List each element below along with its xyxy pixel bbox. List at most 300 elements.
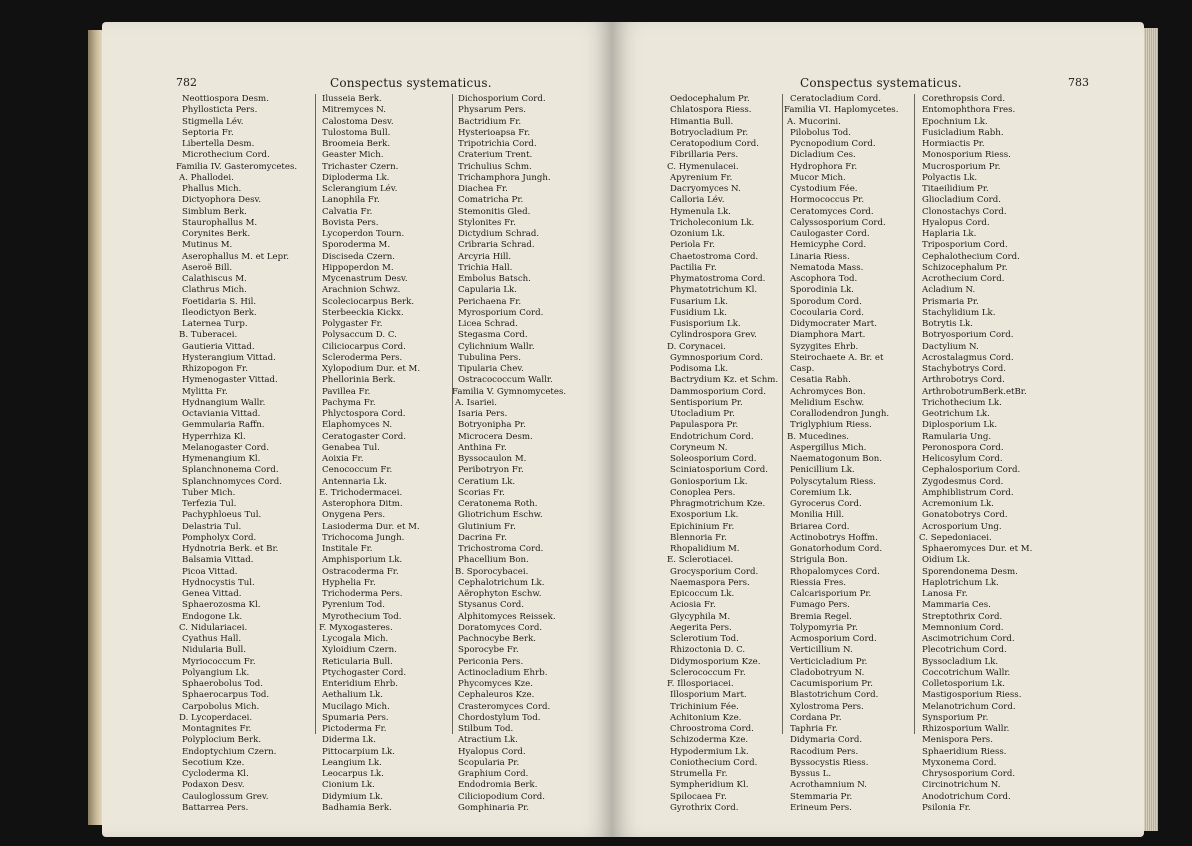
genus-entry: Sporodum Cord.	[790, 296, 862, 307]
genus-entry: Diderma Lk.	[322, 735, 376, 746]
genus-entry: Blennoria Fr.	[670, 532, 727, 543]
genus-entry: Glycyphila M.	[670, 611, 731, 622]
genus-entry: Trichulius Schm.	[458, 161, 532, 172]
genus-entry: Achromyces Bon.	[790, 386, 866, 397]
genus-entry: Mastigosporium Riess.	[922, 690, 1022, 701]
genus-entry: Coryneum N.	[670, 442, 728, 453]
genus-entry: Sphaerobolus Tod.	[182, 679, 263, 689]
genus-entry: Ascophora Tod.	[790, 274, 858, 284]
genus-entry: Triposporium Cord.	[922, 240, 1008, 251]
genus-entry: Pachnocybe Berk.	[458, 634, 537, 644]
genus-entry: Aoixia Fr.	[322, 454, 364, 464]
genus-entry: Diplosporium Lk.	[922, 420, 998, 431]
genus-entry: Badhamia Berk.	[322, 802, 392, 813]
genus-entry: Clonostachys Cord.	[922, 206, 1007, 217]
genus-entry: Lanophila Fr.	[322, 195, 380, 206]
genus-entry: Byssocaulon M.	[458, 454, 527, 464]
genus-entry: Schizocephalum Pr.	[922, 262, 1008, 273]
genus-entry: Diamphora Mart.	[790, 330, 866, 341]
genus-entry: Strigula Bon.	[790, 555, 848, 566]
genus-entry: Polyscytalum Riess.	[790, 476, 876, 487]
genus-entry: Melidium Eschw.	[790, 397, 865, 408]
genus-entry: Capularia Lk.	[458, 285, 517, 296]
genus-entry: Sclerangium Lév.	[322, 184, 398, 194]
genus-entry: Chlatospora Riess.	[670, 105, 752, 116]
genus-entry: Nidularia Bull.	[182, 645, 246, 656]
genus-entry: Gyrocerus Cord.	[790, 499, 862, 509]
genus-entry: Fusisporium Lk.	[670, 319, 741, 329]
genus-entry: Hormococcus Pr.	[790, 195, 865, 206]
genus-entry: Bremia Regel.	[790, 611, 852, 622]
genus-entry: Ceratopodium Cord.	[670, 139, 759, 149]
genus-entry: Ptychogaster Cord.	[322, 667, 407, 678]
genus-entry: ArthrobotrumBerk.etBr.	[922, 386, 1027, 397]
genus-entry: Splanchnonema Cord.	[182, 465, 279, 476]
genus-entry: Ozonium Lk.	[670, 229, 726, 239]
genus-entry: Sciniatosporium Cord.	[670, 465, 768, 476]
genus-entry: Gonatobotrys Cord.	[922, 510, 1008, 521]
genus-entry: Phacellium Bon.	[458, 555, 529, 566]
column-rule	[315, 94, 316, 734]
section-heading: F. Illosporiacei.	[667, 679, 734, 689]
genus-entry: Dactylium N.	[922, 341, 979, 352]
genus-entry: Phragmotrichum Kze.	[670, 499, 766, 509]
genus-entry: Trichostroma Cord.	[458, 544, 544, 554]
genus-entry: Pycnopodium Cord.	[790, 139, 876, 149]
genus-entry: Stemonitis Gled.	[458, 206, 531, 217]
genus-entry: Botryonipha Pr.	[458, 420, 526, 431]
genus-entry: Sphaerozosma Kl.	[182, 600, 261, 611]
genus-entry: Ceratogaster Cord.	[322, 431, 407, 442]
genus-entry: Hydnotria Berk. et Br.	[182, 544, 279, 554]
genus-entry: Gyrothrix Cord.	[670, 802, 739, 813]
genus-entry: Dictyophora Desv.	[182, 195, 262, 206]
genus-entry: Dicladium Ces.	[790, 150, 856, 161]
genus-entry: Naematogonum Bon.	[790, 454, 883, 464]
genus-entry: Embolus Batsch.	[458, 274, 531, 284]
genus-entry: Polyangium Lk.	[182, 667, 250, 678]
genus-entry: Goniosporium Lk.	[670, 476, 748, 487]
genus-entry: Pactilia Fr.	[670, 262, 717, 273]
genus-entry: Plecotrichum Cord.	[922, 645, 1007, 656]
genus-entry: Utocladium Pr.	[670, 409, 735, 419]
genus-entry: Dammosporium Cord.	[670, 386, 766, 397]
genus-entry: Delastria Tul.	[182, 521, 242, 532]
open-book	[88, 22, 1158, 837]
genus-entry: Perichaena Fr.	[458, 296, 522, 307]
genus-entry: Asterophora Ditm.	[322, 499, 403, 509]
genus-entry: Trichia Hall.	[458, 262, 513, 273]
genus-entry: Stysanus Cord.	[458, 600, 525, 611]
genus-entry: Mitremyces N.	[322, 105, 386, 116]
genus-entry: Didymosporium Kze.	[670, 656, 761, 667]
genus-entry: Scorias Fr.	[458, 487, 505, 498]
genus-entry: Cephalotrichum Lk.	[458, 577, 545, 588]
left-page	[102, 22, 612, 837]
genus-entry: Sterbeeckia Kickx.	[322, 307, 404, 318]
genus-entry: Penicillium Lk.	[790, 465, 855, 476]
text-column	[452, 94, 567, 814]
genus-entry: Myrosporium Cord.	[458, 307, 544, 318]
column-rule	[914, 94, 915, 734]
genus-entry: Stemmaria Pr.	[790, 791, 853, 802]
genus-entry: Endoptychium Czern.	[182, 746, 277, 757]
genus-entry: Carpobolus Mich.	[182, 701, 260, 712]
running-head: Conspectus systematicus.	[800, 76, 962, 90]
genus-entry: Bovista Pers.	[322, 217, 379, 228]
genus-entry: Mutinus M.	[182, 240, 233, 251]
genus-entry: Cocoularia Cord.	[790, 307, 864, 318]
genus-entry: Exosporium Lk.	[670, 510, 739, 521]
genus-entry: Gliocladium Cord.	[922, 195, 1001, 206]
section-heading: A. Isariei.	[455, 397, 498, 408]
section-heading: F. Myxogasteres.	[319, 622, 393, 633]
genus-entry: Tuber Mich.	[182, 487, 236, 498]
genus-entry: Isaria Pers.	[458, 409, 508, 419]
genus-entry: Splanchnomyces Cord.	[182, 476, 282, 487]
genus-entry: Anthina Fr.	[458, 442, 507, 453]
genus-entry: Byssocystis Riess.	[790, 757, 869, 768]
genus-entry: Nematoda Mass.	[790, 262, 864, 273]
genus-entry: Tulostoma Bull.	[322, 127, 391, 138]
genus-entry: Cyathus Hall.	[182, 634, 242, 644]
genus-entry: Sporocybe Fr.	[458, 645, 519, 656]
genus-entry: Tipularia Chev.	[458, 364, 524, 374]
text-column	[784, 94, 899, 814]
genus-entry: Craterium Trent.	[458, 150, 533, 161]
genus-entry: Tubulina Pers.	[458, 352, 521, 363]
genus-entry: Ostracococcum Wallr.	[458, 375, 553, 386]
genus-entry: Chrysosporium Cord.	[922, 769, 1016, 779]
genus-entry: Pilobolus Tod.	[790, 127, 852, 138]
genus-entry: Physarum Pers.	[458, 105, 526, 116]
genus-entry: Fusarium Lk.	[670, 296, 728, 307]
genus-entry: Mammaria Ces.	[922, 600, 991, 611]
genus-entry: Hyphelia Fr.	[322, 577, 376, 588]
genus-entry: Cenococcum Fr.	[322, 465, 393, 476]
genus-entry: Podaxon Desv.	[182, 780, 245, 791]
genus-entry: Scleroderma Pers.	[322, 352, 403, 363]
genus-entry: Stachylidium Lk.	[922, 307, 996, 318]
genus-entry: Triglyphium Riess.	[790, 420, 872, 431]
genus-entry: Entomophthora Fres.	[922, 105, 1016, 116]
genus-entry: Enteridium Ehrb.	[322, 679, 399, 689]
genus-entry: Rhizosporium Wallr.	[922, 724, 1010, 734]
genus-entry: Diachea Fr.	[458, 184, 508, 194]
genus-entry: Gliotrichum Eschw.	[458, 510, 543, 521]
genus-entry: Phycomyces Kze.	[458, 679, 533, 689]
book-spine	[88, 30, 102, 825]
page-number: 783	[1068, 76, 1089, 89]
genus-entry: Genea Vittad.	[182, 589, 242, 599]
genus-entry: Casp.	[790, 364, 815, 374]
genus-entry: Coccotrichum Wallr.	[922, 667, 1011, 678]
genus-entry: Synsporium Pr.	[922, 712, 989, 723]
genus-entry: Sporendonema Desm.	[922, 566, 1018, 577]
genus-entry: Mycenastrum Desv.	[322, 274, 408, 284]
genus-entry: Ascimotrichum Cord.	[922, 634, 1015, 644]
genus-entry: Cycloderma Kl.	[182, 769, 249, 779]
genus-entry: Alphitomyces Reissek.	[458, 611, 556, 622]
genus-entry: Actinocladium Ehrb.	[458, 667, 548, 678]
genus-entry: Rhopalidium M.	[670, 544, 740, 554]
genus-entry: Montagnites Fr.	[182, 724, 252, 734]
genus-entry: Circinotrichum N.	[922, 780, 1001, 791]
genus-entry: Disciseda Czern.	[322, 251, 396, 262]
genus-entry: Grocysporium Cord.	[670, 566, 759, 577]
genus-entry: Stegasma Cord.	[458, 330, 528, 341]
genus-entry: Scoleciocarpus Berk.	[322, 296, 415, 307]
genus-entry: Tolypomyria Pr.	[790, 622, 858, 633]
genus-entry: Endodromia Berk.	[458, 780, 538, 791]
genus-entry: Monilia Hill.	[790, 510, 845, 521]
genus-entry: Soleosporium Cord.	[670, 454, 757, 464]
genus-entry: Helicosylum Cord.	[922, 454, 1003, 464]
genus-entry: Fusicladium Rabh.	[922, 127, 1004, 138]
section-heading: D. Corynacei.	[667, 341, 726, 352]
genus-entry: Acrothecium Cord.	[922, 274, 1005, 284]
genus-entry: Acrosporium Ung.	[922, 521, 1002, 532]
genus-entry: Cephalosporium Cord.	[922, 465, 1021, 476]
genus-entry: Gomphinaria Pr.	[458, 802, 530, 813]
genus-entry: Anodotrichum Cord.	[922, 791, 1011, 802]
genus-entry: Streptothrix Cord.	[922, 611, 1003, 622]
genus-entry: Erineum Pers.	[790, 802, 852, 813]
genus-entry: Diploderma Lk.	[322, 172, 390, 183]
genus-entry: Xyloidium Czern.	[322, 645, 397, 656]
genus-entry: Geotrichum Lk.	[922, 409, 990, 419]
genus-entry: Monosporium Riess.	[922, 150, 1011, 161]
genus-entry: Sphaeridium Riess.	[922, 746, 1007, 757]
genus-entry: Cesatia Rabh.	[790, 375, 851, 386]
genus-entry: Hymenogaster Vittad.	[182, 375, 278, 386]
section-heading: E. Trichodermacei.	[319, 487, 403, 498]
genus-entry: Gymnosporium Cord.	[670, 352, 764, 363]
section-heading: B. Mucedines.	[787, 431, 850, 442]
genus-entry: Onygena Pers.	[322, 510, 386, 521]
genus-entry: Terfezia Tul.	[182, 499, 237, 509]
genus-entry: Pachyphloeus Tul.	[182, 510, 262, 521]
genus-entry: Foetidaria S. Hil.	[182, 296, 257, 307]
genus-entry: Phallus Mich.	[182, 184, 242, 194]
genus-entry: Endogone Lk.	[182, 611, 243, 622]
genus-entry: Botrytis Lk.	[922, 319, 973, 329]
genus-entry: Prismaria Pr.	[922, 296, 979, 307]
genus-entry: Cystodium Fée.	[790, 184, 858, 194]
genus-entry: Sympheridium Kl.	[670, 780, 749, 791]
genus-entry: Antennaria Lk.	[322, 476, 387, 487]
genus-entry: Cauloglossum Grev.	[182, 791, 269, 802]
genus-entry: Ciliciocarpus Cord.	[322, 341, 406, 352]
genus-entry: Riessia Fres.	[790, 577, 847, 588]
genus-entry: Chaetostroma Cord.	[670, 251, 759, 262]
genus-entry: Sphaerocarpus Tod.	[182, 690, 270, 701]
genus-entry: Stilbum Tod.	[458, 724, 514, 734]
genus-entry: Endotrichum Cord.	[670, 431, 754, 442]
genus-entry: Byssocladium Lk.	[922, 656, 999, 667]
genus-entry: Periola Fr.	[670, 240, 715, 251]
genus-entry: Laternea Turp.	[182, 319, 248, 329]
genus-entry: Calyssosporium Cord.	[790, 217, 886, 228]
genus-entry: Achitonium Kze.	[670, 712, 742, 723]
genus-entry: Colletosporium Lk.	[922, 679, 1005, 689]
genus-entry: Amphisporium Lk.	[322, 555, 403, 566]
genus-entry: Ilusseia Berk.	[322, 94, 382, 104]
genus-entry: Clathrus Mich.	[182, 285, 247, 296]
genus-entry: Fibrillaria Pers.	[670, 150, 739, 161]
genus-entry: Licea Schrad.	[458, 319, 518, 329]
genus-entry: Corethropsis Cord.	[922, 94, 1006, 104]
genus-entry: Comatricha Pr.	[458, 195, 524, 206]
genus-entry: Peronospora Cord.	[922, 442, 1004, 453]
genus-entry: Polyplocium Berk.	[182, 735, 262, 746]
genus-entry: Verticicladium Pr.	[790, 656, 868, 667]
column-rule	[782, 94, 783, 734]
genus-entry: Aethalium Lk.	[322, 690, 383, 701]
page-edges	[1144, 28, 1158, 831]
genus-entry: Octaviania Vittad.	[182, 409, 261, 419]
genus-entry: Oidium Lk.	[922, 555, 971, 566]
genus-entry: Hydrophora Fr.	[790, 161, 858, 172]
genus-entry: Menispora Pers.	[922, 735, 993, 746]
genus-entry: Neottiospora Desm.	[182, 94, 269, 104]
genus-entry: Chroostroma Cord.	[670, 724, 754, 734]
genus-entry: Actinobotrys Hoffm.	[790, 532, 878, 543]
genus-entry: Pavillea Fr.	[322, 386, 371, 397]
section-heading: B. Sporocybacei.	[455, 566, 529, 577]
genus-entry: Sclerococcum Fr.	[670, 667, 746, 678]
genus-entry: Chordostylum Tod.	[458, 712, 541, 723]
genus-entry: Lycogala Mich.	[322, 634, 389, 644]
genus-entry: Arachnion Schwz.	[322, 285, 401, 296]
genus-entry: Trichamphora Jungh.	[458, 172, 551, 183]
genus-entry: Scopularia Pr.	[458, 757, 520, 768]
genus-entry: Cacumisporium Pr.	[790, 679, 873, 689]
genus-entry: Pictoderma Fr.	[322, 724, 387, 734]
genus-entry: Elaphomyces N.	[322, 420, 393, 431]
genus-entry: Dacryomyces N.	[670, 184, 741, 194]
genus-entry: Lanosa Fr.	[922, 589, 968, 599]
genus-entry: Cylindrospora Grev.	[670, 330, 757, 341]
genus-entry: Memnonium Cord.	[922, 622, 1004, 633]
genus-entry: Phellorinia Berk.	[322, 375, 396, 386]
section-heading: E. Sclerotiacei.	[667, 555, 734, 566]
genus-entry: Genabea Tul.	[322, 442, 380, 453]
genus-entry: Epichinium Fr.	[670, 521, 735, 532]
genus-entry: Oedocephalum Pr.	[670, 94, 750, 104]
genus-entry: Leangium Lk.	[322, 757, 382, 768]
genus-entry: Dictydium Schrad.	[458, 229, 540, 239]
genus-entry: Haplaria Lk.	[922, 229, 977, 239]
genus-entry: Trichothecium Lk.	[922, 397, 1002, 408]
genus-entry: Hyalopus Cord.	[458, 746, 526, 757]
genus-entry: Hydnangium Wallr.	[182, 397, 266, 408]
section-heading: C. Nidulariacei.	[179, 622, 248, 633]
genus-entry: Hyperrhiza Kl.	[182, 431, 246, 442]
genus-entry: Schizoderma Kze.	[670, 735, 749, 746]
genus-entry: Hymenangium Kl.	[182, 454, 261, 464]
genus-entry: Bactridium Fr.	[458, 116, 522, 127]
genus-entry: Titaeilidium Pr.	[922, 184, 989, 194]
genus-entry: Reticularia Bull.	[322, 656, 393, 667]
genus-entry: Atractium Lk.	[458, 735, 518, 746]
running-head: Conspectus systematicus.	[330, 76, 492, 90]
genus-entry: Illosporium Mart.	[670, 690, 747, 701]
genus-entry: Rhopalomyces Cord.	[790, 566, 880, 577]
genus-entry: Fumago Pers.	[790, 600, 850, 611]
section-heading: A. Mucorini.	[787, 116, 841, 127]
genus-entry: Sphaeromyces Dur. et M.	[922, 544, 1033, 554]
genus-entry: Melanogaster Cord.	[182, 442, 269, 453]
genus-entry: Briarea Cord.	[790, 521, 850, 532]
genus-entry: Aegerita Pers.	[670, 622, 732, 633]
genus-entry: Cordana Pr.	[790, 712, 842, 723]
genus-entry: Pompholyx Cord.	[182, 532, 257, 543]
genus-entry: Sporoderma M.	[322, 240, 391, 251]
genus-entry: Corallodendron Jungh.	[790, 409, 890, 419]
genus-entry: Glutinium Fr.	[458, 521, 516, 532]
genus-entry: Conoplea Pers.	[670, 487, 736, 498]
genus-entry: Stachybotrys Cord.	[922, 364, 1006, 374]
genus-entry: Aërophyton Eschw.	[458, 589, 542, 599]
genus-entry: Bactrydium Kz. et Schm.	[670, 375, 779, 386]
genus-entry: Apyrenium Fr.	[670, 172, 733, 183]
genus-entry: Gemmularia Raffn.	[182, 420, 265, 431]
genus-entry: Trichocoma Jungh.	[322, 532, 405, 543]
genus-entry: Racodium Pers.	[790, 746, 859, 757]
genus-entry: Battarrea Pers.	[182, 802, 249, 813]
genus-entry: Epicoccum Lk.	[670, 589, 735, 599]
genus-entry: Hypodermium Lk.	[670, 746, 749, 757]
genus-entry: Acremonium Lk.	[922, 499, 994, 509]
text-column	[176, 94, 298, 814]
genus-entry: Phlyctospora Cord.	[322, 409, 406, 419]
genus-entry: Institale Fr.	[322, 544, 373, 554]
genus-entry: Didymaria Cord.	[790, 735, 863, 746]
genus-entry: Calathiscus M.	[182, 274, 247, 284]
genus-entry: Gautieria Vittad.	[182, 341, 255, 352]
genus-entry: Mucilago Mich.	[322, 701, 390, 712]
genus-entry: Stigmella Lév.	[182, 116, 244, 127]
genus-entry: Calloria Lév.	[670, 195, 725, 206]
genus-entry: Leocarpus Lk.	[322, 769, 384, 779]
genus-entry: Hysterioapsa Fr.	[458, 127, 531, 138]
family-heading: Familia VI. Haplomycetes.	[784, 105, 899, 116]
genus-entry: Cladobotryum N.	[790, 667, 865, 678]
section-heading: C. Hymenulacei.	[667, 161, 739, 172]
genus-entry: Ramularia Ung.	[922, 431, 992, 442]
genus-entry: Periconia Pers.	[458, 656, 524, 667]
genus-entry: Mucor Mich.	[790, 172, 846, 183]
genus-entry: Syzygites Ehrb.	[790, 341, 859, 352]
genus-entry: Cylichnium Wallr.	[458, 341, 535, 352]
genus-entry: Pachyma Fr.	[322, 397, 376, 408]
genus-entry: Microcera Desm.	[458, 431, 533, 442]
genus-entry: Lycoperdon Tourn.	[322, 229, 405, 239]
genus-entry: Pyrenium Tod.	[322, 600, 386, 611]
genus-entry: Polygaster Fr.	[322, 319, 383, 329]
genus-entry: Ceratium Lk.	[458, 476, 516, 487]
genus-entry: Tripotrichia Cord.	[458, 139, 537, 149]
text-column	[919, 94, 1033, 814]
genus-entry: Phymatotrichum Kl.	[670, 285, 758, 296]
text-column	[667, 94, 779, 814]
genus-entry: Botryosporium Cord.	[922, 330, 1014, 341]
genus-entry: Aserophallus M. et Lepr.	[182, 251, 290, 262]
genus-entry: Hysterangium Vittad.	[182, 352, 276, 363]
genus-entry: Arthrobotrys Cord.	[922, 375, 1005, 386]
genus-entry: Septoria Fr.	[182, 127, 234, 138]
